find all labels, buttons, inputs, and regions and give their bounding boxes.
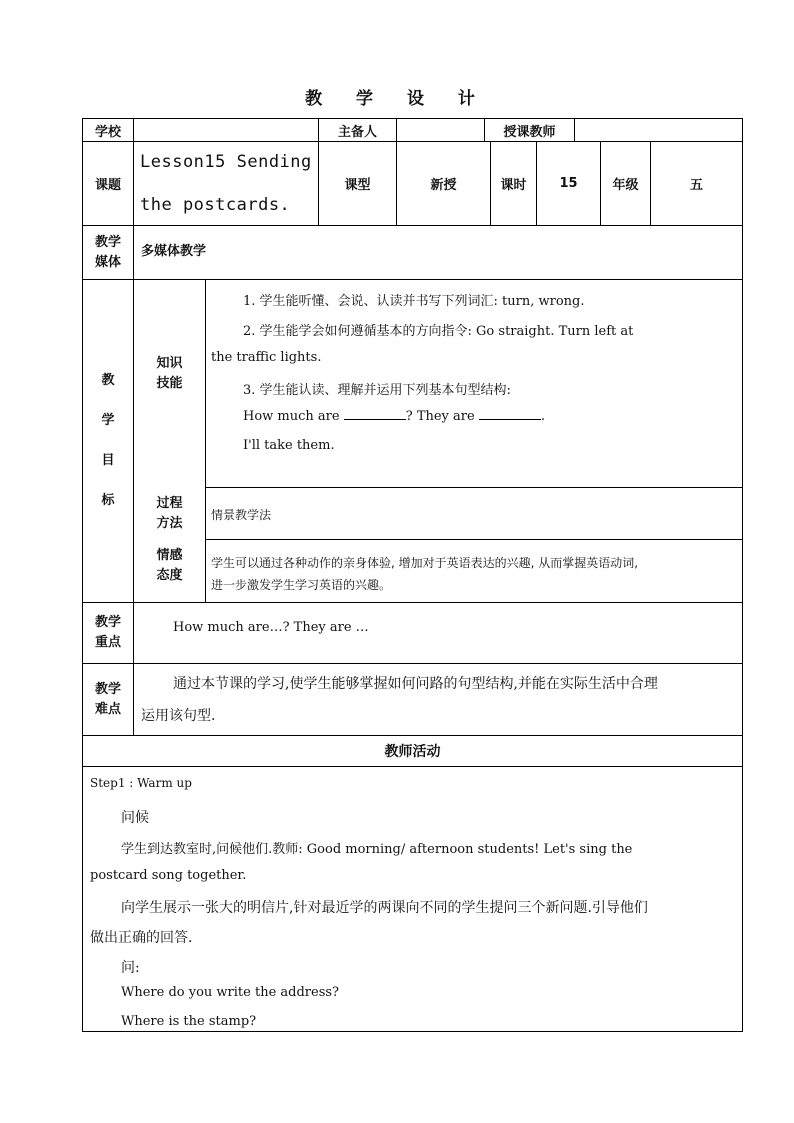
goals-label [83, 280, 133, 602]
knowledge-line-3: the traffic lights. [211, 350, 322, 365]
key-points-label [83, 603, 133, 663]
ask-text: 问: [121, 960, 140, 976]
media-label [83, 226, 133, 279]
question-1: Where do you write the address? [121, 985, 340, 1000]
media-label-line-1: 教学 [94, 234, 121, 250]
para1-line-1: 学生到达教室时,问候他们.教师: Good morning/ afternoon students! Let's sing the [121, 842, 633, 857]
emotion-label-line-1: 情感 [156, 548, 183, 563]
type-value: 新授 [430, 178, 457, 193]
difficulties-label-line-2: 难点 [94, 701, 121, 717]
page-title: 教 学 设 计 [305, 89, 489, 109]
media-label-line-2: 媒体 [94, 254, 121, 270]
pattern-part-1: How much are [243, 409, 340, 424]
key-points-label-line-1: 教学 [94, 615, 121, 630]
grade-label: 年级 [612, 178, 639, 193]
media-value: 多媒体教学 [141, 244, 207, 259]
pattern-part-2: ? They are [405, 409, 475, 424]
emotion-label-line-2: 态度 [156, 568, 183, 583]
emotion-line-2: 进一步激发学生学习英语的兴趣。 [211, 578, 392, 592]
para2-line-1: 向学生展示一张大的明信片,针对最近学的两课向不同的学生提问三个新问题.引导他们 [121, 900, 648, 916]
difficulties-label [83, 664, 133, 735]
knowledge-label [134, 280, 205, 487]
key-points-value: How much are…? They are … [173, 620, 369, 635]
knowledge-line-6: I'll take them. [243, 438, 335, 453]
knowledge-line-1: 1. 学生能听懂、会说、认读并书写下列词汇: turn, wrong. [243, 294, 585, 309]
lesson-plan-table [82, 118, 743, 1032]
activities-header: 教师活动 [384, 744, 441, 760]
period-value: 15 [559, 176, 578, 191]
difficulties-line-2: 运用该句型. [141, 708, 216, 724]
key-points-label-line-2: 重点 [94, 635, 121, 650]
knowledge-label-line-2: 技能 [156, 375, 183, 391]
period-label: 课时 [500, 178, 527, 193]
pattern-part-3: . [540, 409, 545, 424]
type-label: 课型 [344, 178, 371, 193]
knowledge-label-line-1: 知识 [156, 355, 183, 371]
teacher-field[interactable] [575, 119, 742, 141]
process-label-line-2: 方法 [156, 515, 183, 531]
goals-label-char-4: 标 [101, 493, 115, 508]
goals-label-char-2: 学 [101, 413, 115, 428]
grade-value: 五 [689, 178, 703, 193]
difficulties-line-1: 通过本节课的学习,使学生能够掌握如何问路的句型结构,并能在实际生活中合理 [173, 676, 658, 692]
goals-label-char-3: 目 [101, 453, 115, 468]
blank-1 [344, 409, 406, 420]
process-label [134, 488, 205, 539]
topic-label: 课题 [94, 178, 121, 193]
topic-line-1: Lesson15 Sending [140, 152, 312, 172]
para2-line-2: 做出正确的回答. [90, 930, 193, 946]
teacher-label: 授课教师 [503, 124, 556, 140]
preparer-label: 主备人 [337, 124, 377, 140]
question-2: Where is the stamp? [121, 1014, 257, 1029]
preparer-field[interactable] [397, 119, 484, 141]
school-label: 学校 [94, 124, 121, 140]
goals-label-char-1: 教 [101, 373, 115, 388]
knowledge-line-2: 2. 学生能学会如何遵循基本的方向指令: Go straight. Turn left at [243, 324, 634, 339]
greet-text: 问候 [121, 810, 149, 826]
process-value: 情景教学法 [211, 508, 272, 522]
topic-line-2: the postcards. [140, 195, 291, 215]
school-field[interactable] [134, 119, 318, 141]
para1-line-2: postcard song together. [90, 868, 247, 883]
emotion-line-1: 学生可以通过各种动作的亲身体验, 增加对于英语表达的兴趣, 从而掌握英语动词, [211, 556, 639, 570]
emotion-label [134, 540, 205, 602]
difficulties-label-line-1: 教学 [94, 681, 121, 697]
process-label-line-1: 过程 [156, 495, 183, 511]
blank-2 [479, 409, 541, 420]
step-title: Step1 : Warm up [90, 776, 192, 790]
knowledge-sentence-pattern [243, 409, 545, 424]
knowledge-line-4: 3. 学生能认读、理解并运用下列基本句型结构: [243, 383, 511, 398]
